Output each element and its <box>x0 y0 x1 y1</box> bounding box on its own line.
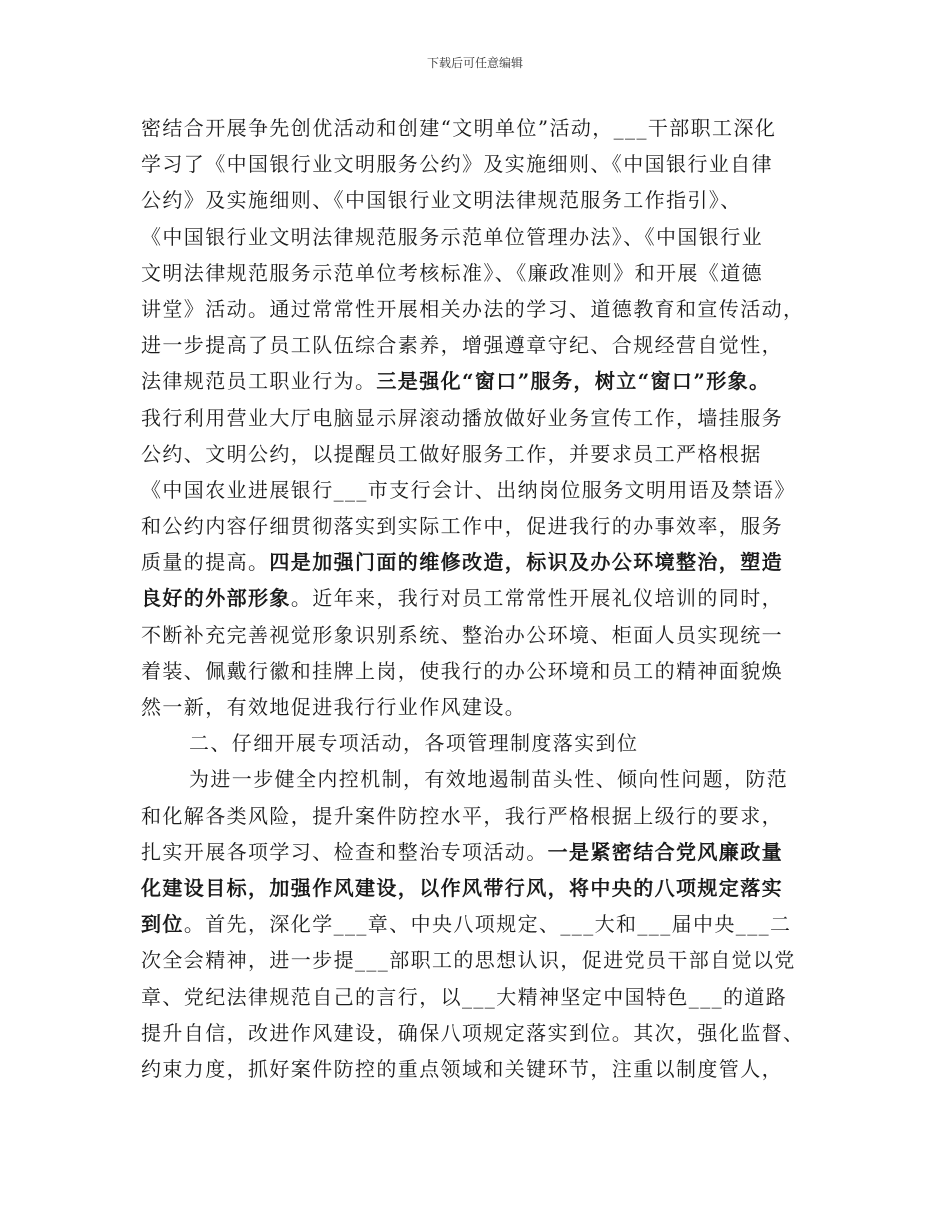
text-segment: 二、仔细开展专项活动，各项管理制度落实到位 <box>189 731 639 756</box>
text-segment: 我行利用营业大厅电脑显示屏滚动播放做好业务宣传工作，墙挂服务 <box>141 405 783 430</box>
text-line <box>141 544 813 580</box>
text-segment: 扎实开展各项学习、检查和整治专项活动。 <box>141 839 548 864</box>
text-segment: 章、党纪法律规范自己的言行，以___大精神坚定中国特色___的道路 <box>141 984 788 1009</box>
text-line <box>141 870 813 906</box>
text-line <box>141 327 813 363</box>
text-segment: 次全会精神，进一步提___部职工的思想认识，促进党员干部自觉以党 <box>141 948 796 973</box>
text-segment: 进一步提高了员工队伍综合素养，增强遵章守纪、合规经营自觉性， <box>141 333 783 358</box>
text-segment: 约束力度，抓好案件防控的重点领域和关键环节，注重以制度管人， <box>141 1056 783 1081</box>
text-line <box>141 580 813 616</box>
text-segment: 公约、文明公约，以提醒员工做好服务工作，并要求员工严格根据 <box>141 441 762 466</box>
bold-text: 三是强化“窗口”服务，树立“窗口”形象。 <box>376 369 771 394</box>
text-segment: 《中国农业进展银行___市支行会计、出纳岗位服务文明用语及禁语》 <box>141 477 796 502</box>
text-line <box>141 182 813 218</box>
text-line <box>141 689 813 725</box>
text-line <box>141 146 813 182</box>
text-line <box>141 110 813 146</box>
text-segment: 和公约内容仔细贯彻落实到实际工作中，促进我行的办事效率，服务 <box>141 514 783 539</box>
text-line <box>141 906 813 942</box>
text-line <box>141 1051 813 1087</box>
text-line <box>141 653 813 689</box>
text-segment: 然一新，有效地促进我行行业作风建设。 <box>141 695 527 719</box>
text-segment: 公约》及实施细则、《中国银行业文明法律规范服务工作指引》、 <box>141 188 742 213</box>
text-line <box>141 942 813 978</box>
text-segment: 不断补充完善视觉形象识别系统、整治办公环境、柜面人员实现统一 <box>141 622 783 647</box>
text-line <box>141 761 813 797</box>
text-line <box>141 617 813 653</box>
page-header: 下载后可任意编辑 <box>426 56 523 70</box>
text-line <box>141 291 813 327</box>
text-line <box>141 834 813 870</box>
text-line <box>141 219 813 255</box>
bold-text: 一是紧密结合党风廉政量 <box>547 839 784 864</box>
text-line <box>141 979 813 1015</box>
text-line <box>141 436 813 472</box>
text-segment: 为进一步健全内控机制，有效地遏制苗头性、倾向性问题，防范 <box>189 767 789 792</box>
text-line <box>141 508 813 544</box>
text-line <box>141 255 813 291</box>
text-line <box>141 400 813 436</box>
text-segment: 提升自信，改进作风建设，确保八项规定落实到位。其次，强化监督、 <box>141 1020 805 1045</box>
text-segment: 《中国银行业文明法律规范服务示范单位管理办法》、《中国银行业 <box>141 224 763 249</box>
text-line <box>141 798 813 834</box>
text-line <box>141 363 813 399</box>
text-segment: 讲堂》活动。通过常常性开展相关办法的学习、道德教育和宣传活动， <box>141 296 805 321</box>
section-heading <box>141 725 813 761</box>
text-segment: 。首先，深化学___章、中央八项规定、___大和___届中央___二 <box>183 912 792 937</box>
text-segment: 质量的提高。 <box>141 550 270 575</box>
document-body <box>141 110 813 1087</box>
text-segment: 着装、佩戴行徽和挂牌上岗，使我行的办公环境和员工的精神面貌焕 <box>141 658 783 683</box>
text-segment: 法律规范员工职业行为。 <box>141 369 377 394</box>
bold-text: 四是加强门面的维修改造，标识及办公环境整治，塑造 <box>269 550 784 575</box>
text-segment: 。近年来，我行对员工常常性开展礼仪培训的同时， <box>290 586 784 611</box>
text-segment: 文明法律规范服务示范单位考核标准》、《廉政准则》和开展《道德 <box>141 260 763 285</box>
text-segment: 和化解各类风险，提升案件防控水平，我行严格根据上级行的要求， <box>141 803 783 828</box>
text-line <box>141 472 813 508</box>
bold-text: 化建设目标，加强作风建设，以作风带行风，将中央的八项规定落实 <box>141 875 783 900</box>
bold-text: 良好的外部形象 <box>141 586 291 611</box>
text-segment: 密结合开展争先创优活动和创建“文明单位”活动，___干部职工深化 <box>141 116 777 140</box>
bold-text: 到位 <box>141 912 184 937</box>
text-segment: 学习了《中国银行业文明服务公约》及实施细则、《中国银行业自律 <box>141 152 773 177</box>
text-line <box>141 1015 813 1051</box>
